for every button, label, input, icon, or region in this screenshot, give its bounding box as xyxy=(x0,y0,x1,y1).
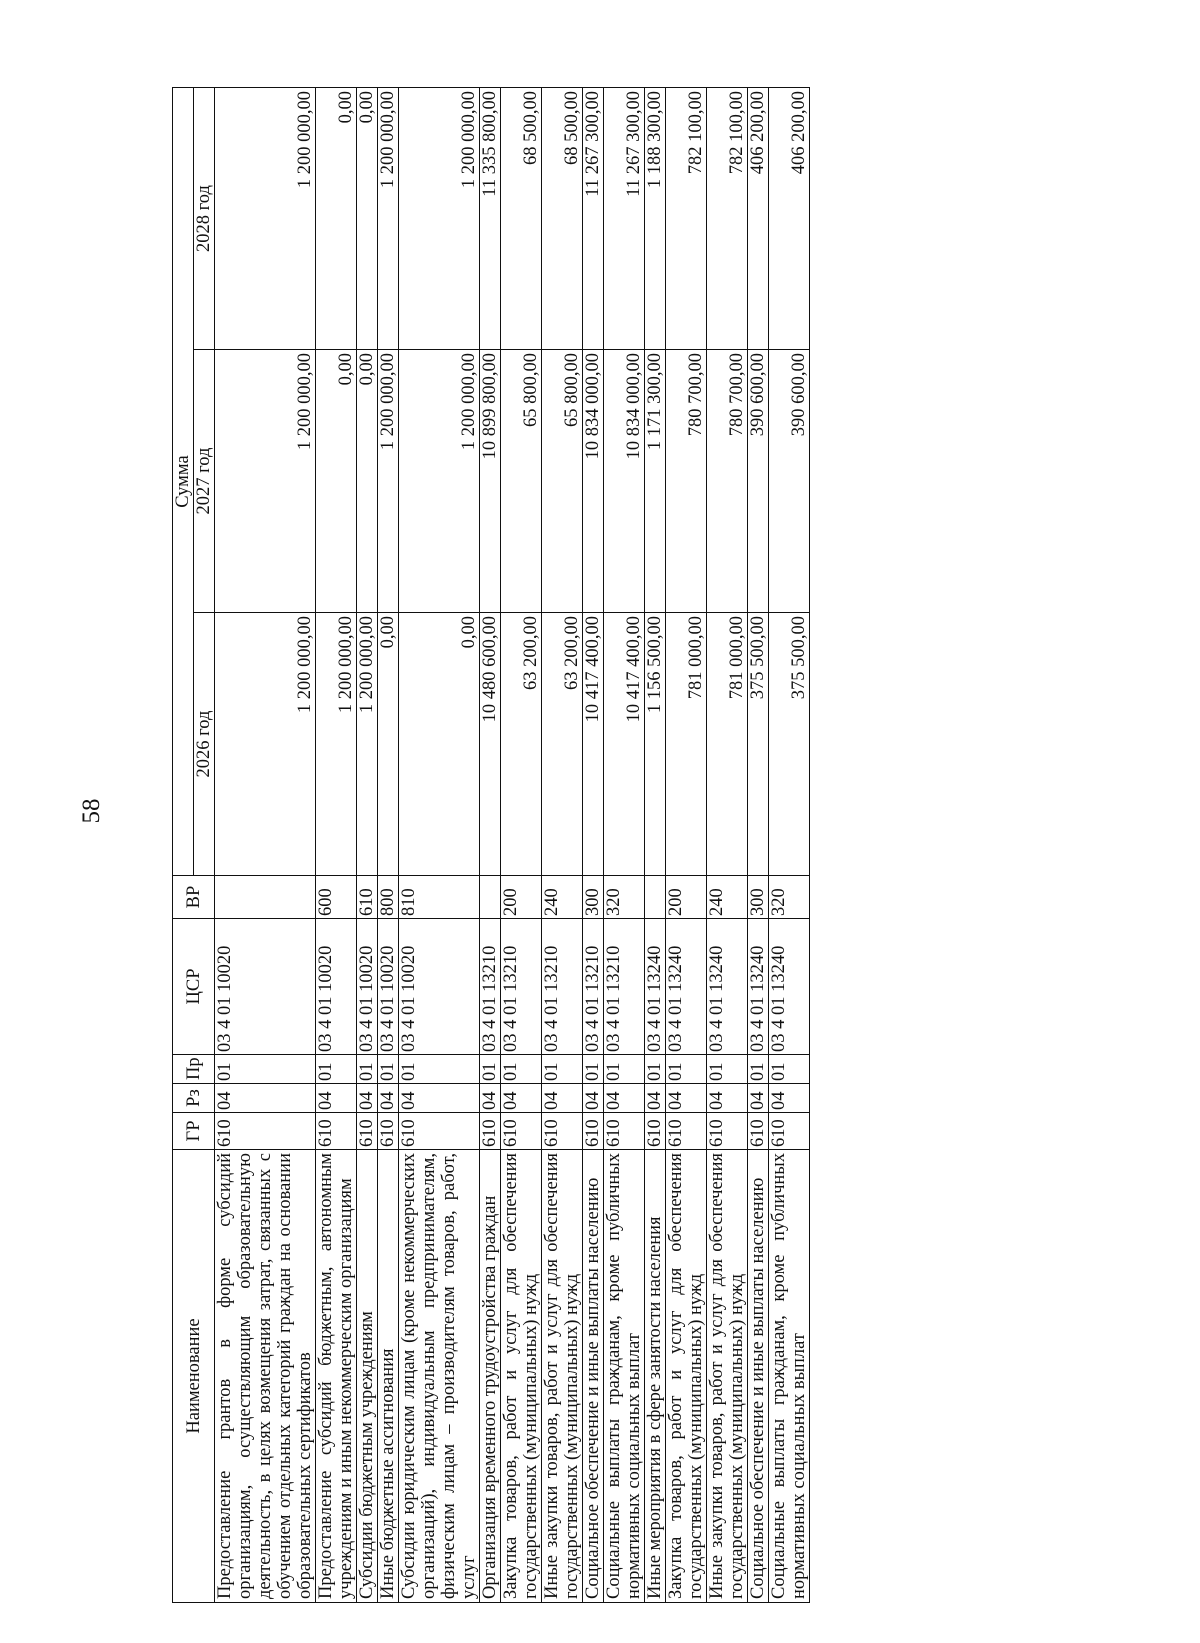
row-name: Иные мероприятия в сфере занятости населения xyxy=(645,1150,666,1603)
row-gr: 610 xyxy=(542,1113,583,1150)
row-gr: 610 xyxy=(769,1113,810,1150)
row-vr xyxy=(215,876,316,919)
row-name: Закупка товаров, работ и услуг для обеспечения государственных (муниципальных) нужд xyxy=(501,1150,542,1603)
row-value-2027: 390 600,00 xyxy=(748,350,769,613)
row-value-2027: 1 200 000,00 xyxy=(399,350,480,613)
row-value-2026: 1 156 500,00 xyxy=(645,613,666,876)
row-name: Предоставление субсидий бюджетным, автономным учреждениям и иным некоммерческим организациям xyxy=(316,1150,357,1603)
row-name: Социальное обеспечение и иные выплаты населению xyxy=(583,1150,604,1603)
row-pr: 01 xyxy=(707,1055,748,1084)
row-name: Иные закупки товаров, работ и услуг для обеспечения государственных (муниципальных) нужд xyxy=(707,1150,748,1603)
row-gr: 610 xyxy=(357,1113,378,1150)
row-rz: 04 xyxy=(769,1084,810,1113)
table-row xyxy=(604,88,645,1603)
row-csr: 03 4 01 13210 xyxy=(501,919,542,1055)
row-name: Социальные выплаты гражданам, кроме публичных нормативных социальных выплат xyxy=(604,1150,645,1603)
row-vr: 800 xyxy=(378,876,399,919)
row-value-2027: 0,00 xyxy=(316,350,357,613)
row-vr xyxy=(645,876,666,919)
row-csr: 03 4 01 13240 xyxy=(748,919,769,1055)
row-rz: 04 xyxy=(645,1084,666,1113)
row-gr: 610 xyxy=(583,1113,604,1150)
table-row xyxy=(501,88,542,1603)
row-value-2027: 65 800,00 xyxy=(501,350,542,613)
page-number: 58 xyxy=(78,798,105,824)
table-row xyxy=(645,88,666,1603)
table-row xyxy=(769,88,810,1603)
header-rz: Рз xyxy=(173,1084,215,1113)
row-rz: 04 xyxy=(399,1084,480,1113)
row-gr: 610 xyxy=(707,1113,748,1150)
row-vr: 240 xyxy=(707,876,748,919)
row-rz: 04 xyxy=(748,1084,769,1113)
header-2026: 2026 год xyxy=(194,613,215,876)
row-vr: 600 xyxy=(316,876,357,919)
row-value-2028: 1 200 000,00 xyxy=(378,88,399,350)
header-row-1 xyxy=(173,88,194,1603)
row-rz: 04 xyxy=(215,1084,316,1113)
row-pr: 01 xyxy=(215,1055,316,1084)
row-value-2027: 10 834 000,00 xyxy=(583,350,604,613)
row-value-2028: 0,00 xyxy=(357,88,378,350)
row-vr: 810 xyxy=(399,876,480,919)
row-value-2026: 1 200 000,00 xyxy=(215,613,316,876)
row-value-2027: 1 200 000,00 xyxy=(378,350,399,613)
row-gr: 610 xyxy=(645,1113,666,1150)
row-vr: 200 xyxy=(666,876,707,919)
row-value-2028: 782 100,00 xyxy=(666,88,707,350)
row-rz: 04 xyxy=(542,1084,583,1113)
header-vr: ВР xyxy=(173,876,215,919)
row-pr: 01 xyxy=(604,1055,645,1084)
row-value-2027: 780 700,00 xyxy=(666,350,707,613)
table-row xyxy=(480,88,501,1603)
row-value-2028: 1 200 000,00 xyxy=(215,88,316,350)
row-value-2026: 781 000,00 xyxy=(707,613,748,876)
row-value-2028: 11 267 300,00 xyxy=(583,88,604,350)
row-value-2027: 390 600,00 xyxy=(769,350,810,613)
budget-table xyxy=(172,87,810,1603)
table-row xyxy=(378,88,399,1603)
row-csr: 03 4 01 13240 xyxy=(645,919,666,1055)
row-rz: 04 xyxy=(666,1084,707,1113)
header-name: Наименование xyxy=(173,1150,215,1603)
header-sum: Сумма xyxy=(173,88,194,876)
header-2028: 2028 год xyxy=(194,88,215,350)
row-pr: 01 xyxy=(399,1055,480,1084)
row-value-2026: 1 200 000,00 xyxy=(316,613,357,876)
row-value-2028: 1 188 300,00 xyxy=(645,88,666,350)
row-gr: 610 xyxy=(748,1113,769,1150)
row-value-2027: 10 899 800,00 xyxy=(480,350,501,613)
row-csr: 03 4 01 13210 xyxy=(480,919,501,1055)
row-vr: 320 xyxy=(769,876,810,919)
row-csr: 03 4 01 10020 xyxy=(399,919,480,1055)
row-gr: 610 xyxy=(378,1113,399,1150)
row-rz: 04 xyxy=(316,1084,357,1113)
row-name: Социальные выплаты гражданам, кроме публичных нормативных социальных выплат xyxy=(769,1150,810,1603)
row-vr: 320 xyxy=(604,876,645,919)
row-rz: 04 xyxy=(357,1084,378,1113)
row-value-2028: 1 200 000,00 xyxy=(399,88,480,350)
row-name: Иные бюджетные ассигнования xyxy=(378,1150,399,1603)
row-value-2026: 63 200,00 xyxy=(542,613,583,876)
row-pr: 01 xyxy=(645,1055,666,1084)
row-vr: 240 xyxy=(542,876,583,919)
row-value-2028: 68 500,00 xyxy=(501,88,542,350)
row-name: Иные закупки товаров, работ и услуг для обеспечения государственных (муниципальных) нужд xyxy=(542,1150,583,1603)
row-rz: 04 xyxy=(378,1084,399,1113)
row-name: Организация временного трудоустройства граждан xyxy=(480,1150,501,1603)
row-csr: 03 4 01 13240 xyxy=(707,919,748,1055)
row-value-2026: 1 200 000,00 xyxy=(357,613,378,876)
row-value-2026: 63 200,00 xyxy=(501,613,542,876)
row-pr: 01 xyxy=(357,1055,378,1084)
row-csr: 03 4 01 10020 xyxy=(378,919,399,1055)
row-pr: 01 xyxy=(769,1055,810,1084)
row-gr: 610 xyxy=(215,1113,316,1150)
row-value-2027: 0,00 xyxy=(357,350,378,613)
row-name: Социальное обеспечение и иные выплаты населению xyxy=(748,1150,769,1603)
row-value-2028: 11 267 300,00 xyxy=(604,88,645,350)
row-pr: 01 xyxy=(501,1055,542,1084)
row-csr: 03 4 01 13210 xyxy=(583,919,604,1055)
row-vr: 200 xyxy=(501,876,542,919)
row-value-2028: 0,00 xyxy=(316,88,357,350)
row-rz: 04 xyxy=(604,1084,645,1113)
row-value-2026: 781 000,00 xyxy=(666,613,707,876)
row-vr: 610 xyxy=(357,876,378,919)
row-value-2027: 1 200 000,00 xyxy=(215,350,316,613)
row-rz: 04 xyxy=(583,1084,604,1113)
row-value-2026: 10 417 400,00 xyxy=(583,613,604,876)
row-value-2027: 10 834 000,00 xyxy=(604,350,645,613)
table-row xyxy=(399,88,480,1603)
row-vr: 300 xyxy=(748,876,769,919)
rotated-page xyxy=(172,88,1038,1603)
row-value-2027: 780 700,00 xyxy=(707,350,748,613)
row-value-2028: 68 500,00 xyxy=(542,88,583,350)
row-value-2028: 406 200,00 xyxy=(769,88,810,350)
row-name: Предоставление грантов в форме субсидий организациям, осуществляющим образовательную деятельность, в целях возмещения затрат, связанных с обучением отдельных категорий граждан на основании образовательных сертификатов xyxy=(215,1150,316,1603)
row-csr: 03 4 01 10020 xyxy=(357,919,378,1055)
row-gr: 610 xyxy=(480,1113,501,1150)
table-row xyxy=(215,88,316,1603)
row-value-2028: 11 335 800,00 xyxy=(480,88,501,350)
row-csr: 03 4 01 13240 xyxy=(769,919,810,1055)
row-value-2026: 375 500,00 xyxy=(769,613,810,876)
row-gr: 610 xyxy=(666,1113,707,1150)
row-vr: 300 xyxy=(583,876,604,919)
row-value-2028: 406 200,00 xyxy=(748,88,769,350)
row-csr: 03 4 01 13210 xyxy=(604,919,645,1055)
row-value-2028: 782 100,00 xyxy=(707,88,748,350)
row-pr: 01 xyxy=(542,1055,583,1084)
row-pr: 01 xyxy=(316,1055,357,1084)
table-body xyxy=(215,88,810,1603)
header-gr: ГР xyxy=(173,1113,215,1150)
row-gr: 610 xyxy=(316,1113,357,1150)
table-row xyxy=(707,88,748,1603)
row-gr: 610 xyxy=(399,1113,480,1150)
table-row xyxy=(357,88,378,1603)
row-gr: 610 xyxy=(604,1113,645,1150)
table-row xyxy=(748,88,769,1603)
row-name: Субсидии бюджетным учреждениям xyxy=(357,1150,378,1603)
row-vr xyxy=(480,876,501,919)
row-csr: 03 4 01 13240 xyxy=(666,919,707,1055)
header-2027: 2027 год xyxy=(194,350,215,613)
table-row xyxy=(666,88,707,1603)
header-pr: Пр xyxy=(173,1055,215,1084)
row-value-2026: 10 480 600,00 xyxy=(480,613,501,876)
row-rz: 04 xyxy=(501,1084,542,1113)
row-name: Закупка товаров, работ и услуг для обеспечения государственных (муниципальных) нужд xyxy=(666,1150,707,1603)
row-value-2026: 0,00 xyxy=(378,613,399,876)
header-csr: ЦСР xyxy=(173,919,215,1055)
row-csr: 03 4 01 10020 xyxy=(316,919,357,1055)
row-pr: 01 xyxy=(378,1055,399,1084)
row-csr: 03 4 01 13210 xyxy=(542,919,583,1055)
row-rz: 04 xyxy=(480,1084,501,1113)
table-row xyxy=(316,88,357,1603)
table-row xyxy=(583,88,604,1603)
row-pr: 01 xyxy=(583,1055,604,1084)
row-pr: 01 xyxy=(748,1055,769,1084)
row-value-2026: 0,00 xyxy=(399,613,480,876)
row-value-2027: 65 800,00 xyxy=(542,350,583,613)
row-gr: 610 xyxy=(501,1113,542,1150)
row-rz: 04 xyxy=(707,1084,748,1113)
row-value-2026: 10 417 400,00 xyxy=(604,613,645,876)
row-pr: 01 xyxy=(666,1055,707,1084)
row-name: Субсидии юридическим лицам (кроме некоммерческих организаций), индивидуальным предпринимателям, физическим лицам – производителям товаров, работ, услуг xyxy=(399,1150,480,1603)
row-csr: 03 4 01 10020 xyxy=(215,919,316,1055)
table-row xyxy=(542,88,583,1603)
row-value-2026: 375 500,00 xyxy=(748,613,769,876)
row-pr: 01 xyxy=(480,1055,501,1084)
row-value-2027: 1 171 300,00 xyxy=(645,350,666,613)
